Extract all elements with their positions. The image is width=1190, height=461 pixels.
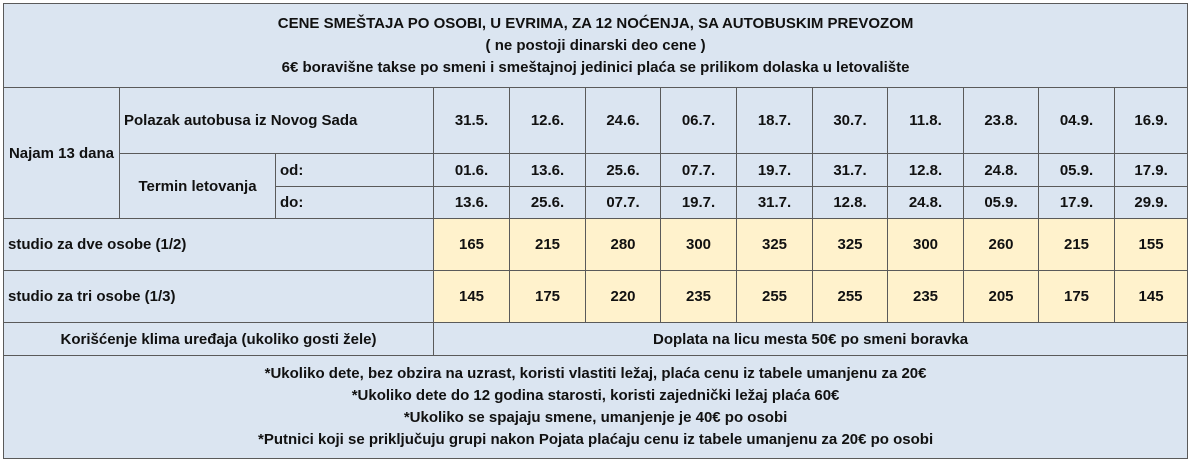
price-cell: 215 <box>1039 219 1115 271</box>
do-date: 31.7. <box>737 187 813 219</box>
departure-date: 04.9. <box>1039 88 1115 154</box>
price-cell: 145 <box>434 271 510 323</box>
od-row <box>4 154 1188 187</box>
do-date: 29.9. <box>1115 187 1188 219</box>
price-cell: 155 <box>1115 219 1188 271</box>
od-label: od: <box>276 154 434 187</box>
najam-label: Najam 13 dana <box>4 88 120 219</box>
header-title: CENE SMEŠTAJA PO OSOBI, U EVRIMA, ZA 12 NOĆENJA, SA AUTOBUSKIM PREVOZOM <box>277 14 914 32</box>
do-date: 17.9. <box>1039 187 1115 219</box>
od-date: 12.8. <box>888 154 964 187</box>
departure-date: 23.8. <box>964 88 1039 154</box>
notes-block <box>4 356 1188 459</box>
price-cell: 255 <box>737 271 813 323</box>
termin-label: Termin letovanja <box>120 154 276 219</box>
table-header <box>4 4 1188 88</box>
departure-date: 16.9. <box>1115 88 1188 154</box>
klima-label: Korišćenje klima uređaja (ukoliko gosti žele) <box>4 323 434 356</box>
od-date: 31.7. <box>813 154 888 187</box>
od-date: 01.6. <box>434 154 510 187</box>
price-cell: 165 <box>434 219 510 271</box>
do-date: 12.8. <box>813 187 888 219</box>
room-row-dve <box>4 219 1188 271</box>
polazak-label: Polazak autobusa iz Novog Sada <box>120 88 434 154</box>
price-cell: 215 <box>510 219 586 271</box>
departure-date: 30.7. <box>813 88 888 154</box>
note-line: *Ukoliko dete, bez obzira na uzrast, koristi vlastiti ležaj, plaća cenu iz tabele umanjenu za 20€ <box>264 365 927 382</box>
price-cell: 255 <box>813 271 888 323</box>
price-cell: 300 <box>888 219 964 271</box>
od-date: 24.8. <box>964 154 1039 187</box>
price-table <box>3 3 1188 459</box>
departure-row <box>4 88 1188 154</box>
od-date: 13.6. <box>510 154 586 187</box>
room-row-tri <box>4 271 1188 323</box>
do-date: 19.7. <box>661 187 737 219</box>
do-date: 13.6. <box>434 187 510 219</box>
price-cell: 325 <box>737 219 813 271</box>
room-name: studio za tri osobe (1/3) <box>4 271 434 323</box>
note-line: *Ukoliko dete do 12 godina starosti, koristi zajednički ležaj plaća 60€ <box>351 387 840 404</box>
departure-date: 18.7. <box>737 88 813 154</box>
price-cell: 300 <box>661 219 737 271</box>
price-cell: 220 <box>586 271 661 323</box>
notes-row <box>4 356 1188 459</box>
do-label: do: <box>276 187 434 219</box>
price-cell: 205 <box>964 271 1039 323</box>
od-date: 25.6. <box>586 154 661 187</box>
departure-date: 11.8. <box>888 88 964 154</box>
klima-row <box>4 323 1188 356</box>
price-cell: 175 <box>1039 271 1115 323</box>
header-tax-note: 6€ boravišne takse po smeni i smeštajnoj jedinici plaća se prilikom dolaska u letovalište <box>281 58 910 76</box>
price-cell: 325 <box>813 219 888 271</box>
price-cell: 235 <box>661 271 737 323</box>
price-cell: 145 <box>1115 271 1188 323</box>
do-date: 05.9. <box>964 187 1039 219</box>
departure-date: 06.7. <box>661 88 737 154</box>
do-date: 25.6. <box>510 187 586 219</box>
od-date: 07.7. <box>661 154 737 187</box>
departure-date: 31.5. <box>434 88 510 154</box>
departure-date: 24.6. <box>586 88 661 154</box>
do-date: 24.8. <box>888 187 964 219</box>
note-line: *Ukoliko se spajaju smene, umanjenje je 40€ po osobi <box>403 409 788 426</box>
klima-value: Doplata na licu mesta 50€ po smeni boravka <box>434 323 1188 356</box>
od-date: 17.9. <box>1115 154 1188 187</box>
departure-date: 12.6. <box>510 88 586 154</box>
price-cell: 260 <box>964 219 1039 271</box>
do-date: 07.7. <box>586 187 661 219</box>
header-subtitle: ( ne postoji dinarski deo cene ) <box>485 36 706 54</box>
price-cell: 280 <box>586 219 661 271</box>
price-cell: 175 <box>510 271 586 323</box>
note-line: *Putnici koji se priključuju grupi nakon Pojata plaćaju cenu iz tabele umanjenu za 20€ po osobi <box>257 431 934 448</box>
header-row <box>4 4 1188 88</box>
room-name: studio za dve osobe (1/2) <box>4 219 434 271</box>
od-date: 19.7. <box>737 154 813 187</box>
od-date: 05.9. <box>1039 154 1115 187</box>
price-cell: 235 <box>888 271 964 323</box>
